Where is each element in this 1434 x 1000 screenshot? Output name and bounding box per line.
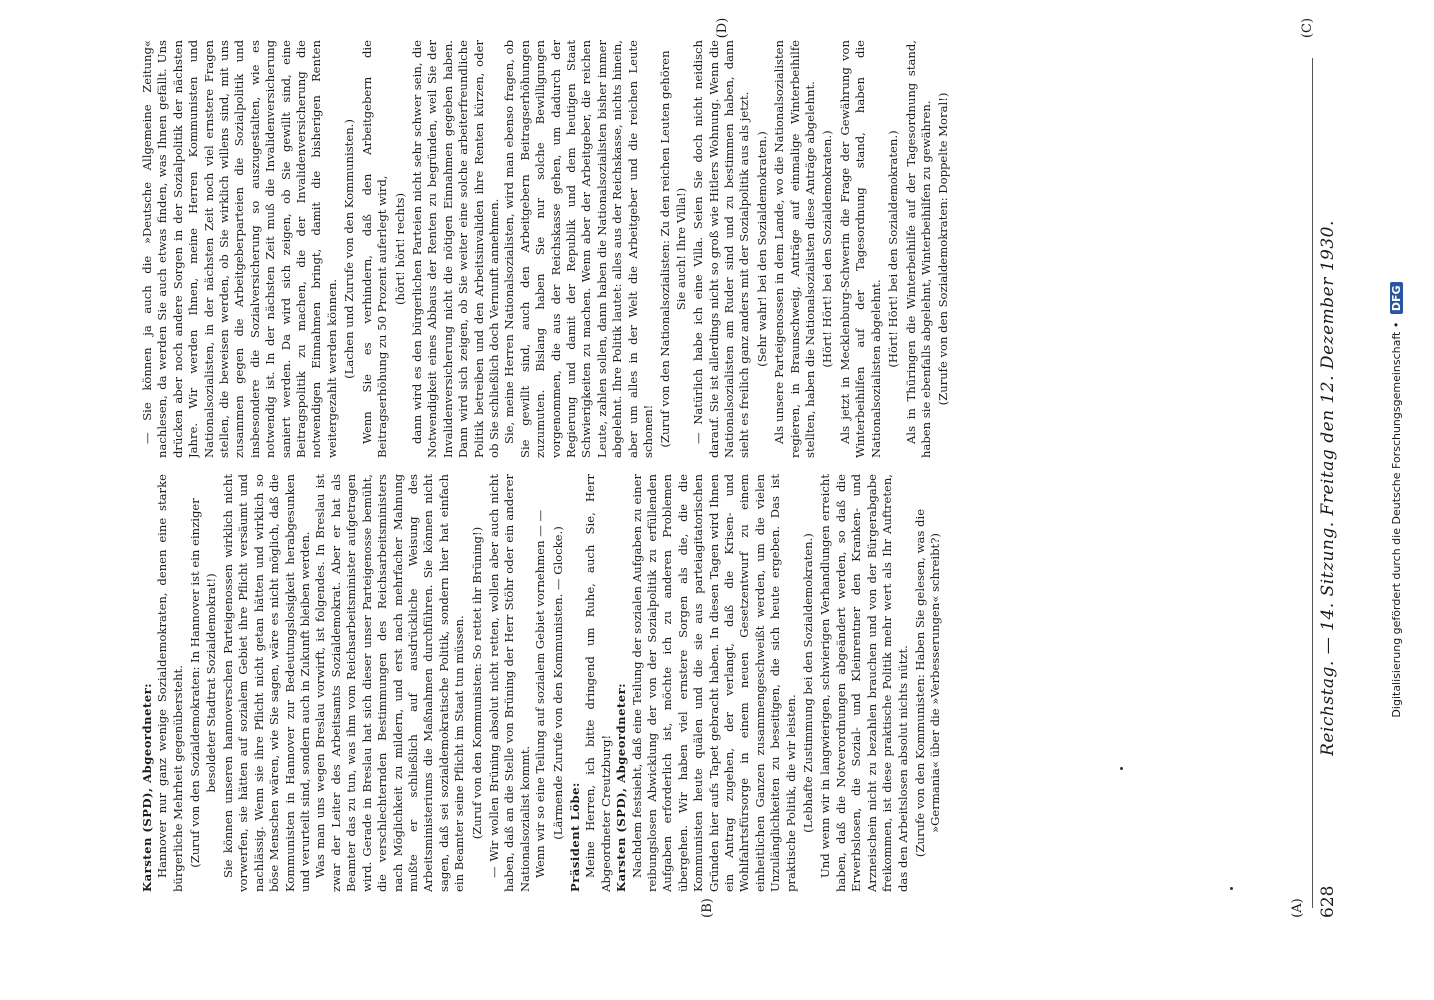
interjection: (Lebhafte Zustimmung bei den Sozialdemokraten.) — [801, 533, 816, 833]
interjection: (Hört! Hört! bei den Sozialdemokraten.) — [820, 130, 835, 368]
right-column — [140, 40, 1300, 458]
page-header — [1318, 58, 1348, 918]
dfg-logo: DFG — [1390, 282, 1403, 314]
page-number: 628 — [1318, 885, 1338, 918]
left-column — [140, 474, 1300, 892]
paragraph: Wenn wir so eine Teilung auf sozialem Gebiet vornehmen — — — [533, 509, 548, 878]
speaker-name: Karsten (SPD), Abgeordneter: — [140, 682, 154, 892]
footer-credit — [1390, 0, 1420, 1000]
paragraph: — Wir wollen Brüning absolut nicht retten, wollen aber auch nicht haben, daß an die Stelle von Brüning der Herr Stöhr oder ein anderer Nationalsozialist kommt. — [486, 474, 532, 892]
paragraph: Sie können unseren hannoverschen Parteigenossen wirklich nicht vorwerfen, sie hätten auf sozialem Gebiet ihre Pflicht versäumt und nachlässig. Wenn sie ihre Pflicht nicht getan hätten und wirklich so böse Menschen wären, wie Sie sagen, wäre es nicht möglich, daß die Kommunisten in Hannover zur Bedeutungslosigkeit herabgesunken und verurteilt sind, sondern auch in Zukunft bleiben werden. — [221, 474, 313, 892]
paragraph: Wenn Sie es verhindern, daß den Arbeitgebern die Beitragserhöhung zu 50 Prozent auferlegt wird, — [359, 40, 390, 458]
interjection: (Sehr wahr! bei den Sozialdemokraten.) — [754, 131, 769, 367]
paragraph: — Natürlich habe ich eine Villa. Seien Sie doch nicht neidisch darauf. Sie ist allerdings nicht so groß wie Hitlers Wohnung. Wenn die Nationalsozialisten am Ruder sind und zu bestimmen haben, dann sieht es freilich ganz anders mit der Sozialpolitik aus als jetzt. — [691, 40, 752, 458]
paragraph: Nachdem festsieht, daß eine Teilung der sozialen Aufgaben zu einer reibungslosen Abwicklung der von der Sozialpolitik zu erfüllenden Aufgaben erforderlich ist, möchte ich zu anderen Problemen übergehen. Wir haben viel ernstere Sorgen als die, die die Kommunisten heute quälen und die sie aus parteiagitatorischen Gründen hier aufs Tapet gebracht haben. In diesen Tagen wird Ihnen ein Antrag zugehen, der verlangt, daß die Krisen- und Wohlfahrtsfürsorge in einem neuen Gesetzentwurf zu einem einheitlichen Ganzen zusammengeschweißt werden, um die vielen Unzulänglichkeiten zu beseitigen, die sich heute ergeben. Das ist praktische Politik, die wir leisten. — [629, 474, 798, 892]
interjection: (Lachen und Zurufe von den Kommunisten.) — [342, 119, 357, 379]
paragraph: Als unsere Parteigenossen in dem Lande, wo die Nationalsozialisten regieren, in Braunschweig, Anträge auf einmalige Winterbeihilfe stellten, haben die Nationalsozialisten diese Anträge abgelehnt. — [772, 40, 818, 458]
paragraph: — Sie können ja auch die »Deutsche Allgemeine Zeitung« nachlesen, da werden Sie auch etwas finden, was Ihnen gefällt. Uns drücken aber noch andere Sorgen in der Sozialpolitik der nächsten Jahre. Wir werden Ihnen, meine Herren Kommunisten und Nationalsozialisten, in der nächsten Zeit noch viel ernstere Fragen stellen, die beweisen werden, ob Sie wirklich willens sind, mit uns zusammen gegen die Arbeitgeberparteien die Sozialpolitik und insbesondere die Sozialversicherung so auszugestalten, wie es notwendig ist. In der nächsten Zeit muß die Invalidenversicherung saniert werden. Da wird sich zeigen, ob Sie gewillt sind, eine Beitragspolitik zu machen, die der Invalidenversicherung die notwendigen Einnahmen bringt, damit die bisherigen Renten weitergezahlt werden können. — [140, 40, 339, 458]
speck — [1120, 767, 1123, 770]
page-title: Reichstag. — 14. Sitzung. Freitag den 12. Dezember 1930. — [1318, 220, 1338, 756]
speaker-name: Karsten (SPD), Abgeordneter: — [614, 682, 629, 892]
interjection: (Zuruf von den Kommunisten: So rettet ihr Brüning!) — [469, 526, 484, 840]
speaker-name: Präsident Löbe: — [567, 782, 582, 892]
interjection: (Lärmende Zurufe von den Kommunisten. — Glocke.) — [550, 526, 565, 840]
margin-mark-a: (A) — [1290, 898, 1305, 918]
header-rule — [1312, 58, 1313, 908]
paragraph: Und wenn wir in langwierigen, schwierigen Verhandlungen erreicht haben, daß die Notverordnungen abgeändert werden, so daß die Erwerbslosen, die Sozial- und Kleinrentner den Kranken- und Arzneischein nicht zu bezahlen brauchen und von der Bürgerabgabe freikommen, ist diese praktische Politik mehr wert als Ihr Auftreten, das den Arbeitslosen absolut nichts nützt. — [818, 474, 910, 892]
paragraph: Meine Herren, ich bitte dringend um Ruhe, auch Sie, Herr Abgeordneter Creutzburg! — [583, 474, 613, 892]
paragraph: dann wird es den bürgerlichen Parteien nicht sehr schwer sein, die Notwendigkeit eines Abbaus der Renten zu begründen, weil Sie der Invalidenversicherung nicht die nötigen Einnahmen gegeben haben. Dann wird sich zeigen, ob Sie weiter eine solche arbeiterfreundliche Politik betreiben und den Arbeitsinvaliden ihre Renten kürzen, oder ob Sie schließlich doch Vernunft annehmen. — [409, 40, 501, 458]
margin-mark-c: (C) — [1300, 17, 1315, 39]
paragraph: Als jetzt in Mecklenburg-Schwerin die Frage der Gewährung von Winterbeihilfen auf der Tagesordnung stand, haben die Nationalsozialisten abgelehnt. — [837, 40, 883, 458]
paragraph: Hannover nur ganz wenige Sozialdemokraten, denen eine starke bürgerliche Mehrheit gegenübersteht. — [155, 474, 185, 892]
interjection: (hört! hört! rechts) — [392, 193, 407, 306]
footer-text: Digitalisierung gefördert durch die Deutsche Forschungsgemeinschaft • — [1390, 321, 1403, 718]
interjection: (Zuruf von den Nationalsozialisten: Zu den reichen Leuten gehören Sie auch! Ihre Villa!) — [658, 50, 688, 448]
interjection: (Zuruf von den Sozialdemokraten: In Hannover ist ein einziger besoldeter Stadtrat Sozialdemokrat!) — [188, 498, 218, 868]
interjection: (Zurufe von den Kommunisten: Haben Sie gelesen, was die »Germania« über die »Verbesserungen« schreibt?) — [912, 508, 943, 858]
paragraph: Was man uns wegen Breslau vorwirft, ist folgendes. In Breslau ist zwar der Leiter des Arbeitsamts Sozialdemokrat. Aber er hat als Beamter das zu tun, was ihm vom Reichsarbeitsminister aufgetragen wird. Gerade in Breslau hat sich dieser unser Parteigenosse bemüht, die verschlechternden Bestimmungen des Reichsarbeitsministers nach Möglichkeit zu mildern, und erst nach mehrfacher Mahnung mußte er schließlich auf ausdrückliche Weisung des Arbeitsministeriums die Maßnahmen durchführen. Sie können nicht sagen, daß sei sozialdemokratische Politik, sondern hier hat einfach ein Beamter seine Pflicht im Staat tun müssen. — [313, 474, 467, 892]
interjection: (Zurufe von den Sozialdemokraten: Doppelte Moral!) — [936, 92, 951, 406]
paragraph: Sie, meine Herren Nationalsozialisten, wird man ebenso fragen, ob Sie gewillt sind, auch den Arbeitgebern Beitragserhöhungen zuzumuten. Bislang haben Sie nur solche Bewilligungen vorgenommen, die aus der Reichskasse gehen, um dadurch der Regierung und damit der Republik und dem heutigen Staat Schwierigkeiten zu machen. Wenn aber der Arbeitgeber, die reichen Leute, zahlen sollen, dann haben die Nationalsozialisten bisher immer abgelehnt. Ihre Politik lautet: alles aus der Reichskasse, nichts hinein, aber um alles in der Welt die Arbeitgeber und die reichen Leute schonen! — [502, 40, 655, 458]
paragraph: Als in Thüringen die Winterbeihilfe auf der Tagesordnung stand, haben sie ebenfalls abgelehnt, Winterbeihilfen zu gewähren. — [903, 40, 933, 458]
speck — [1230, 887, 1233, 890]
margin-mark-d: (D) — [715, 17, 730, 39]
interjection: (Hört! Hört! bei den Sozialdemokraten.) — [886, 130, 901, 368]
margin-mark-b: (B) — [700, 898, 715, 918]
